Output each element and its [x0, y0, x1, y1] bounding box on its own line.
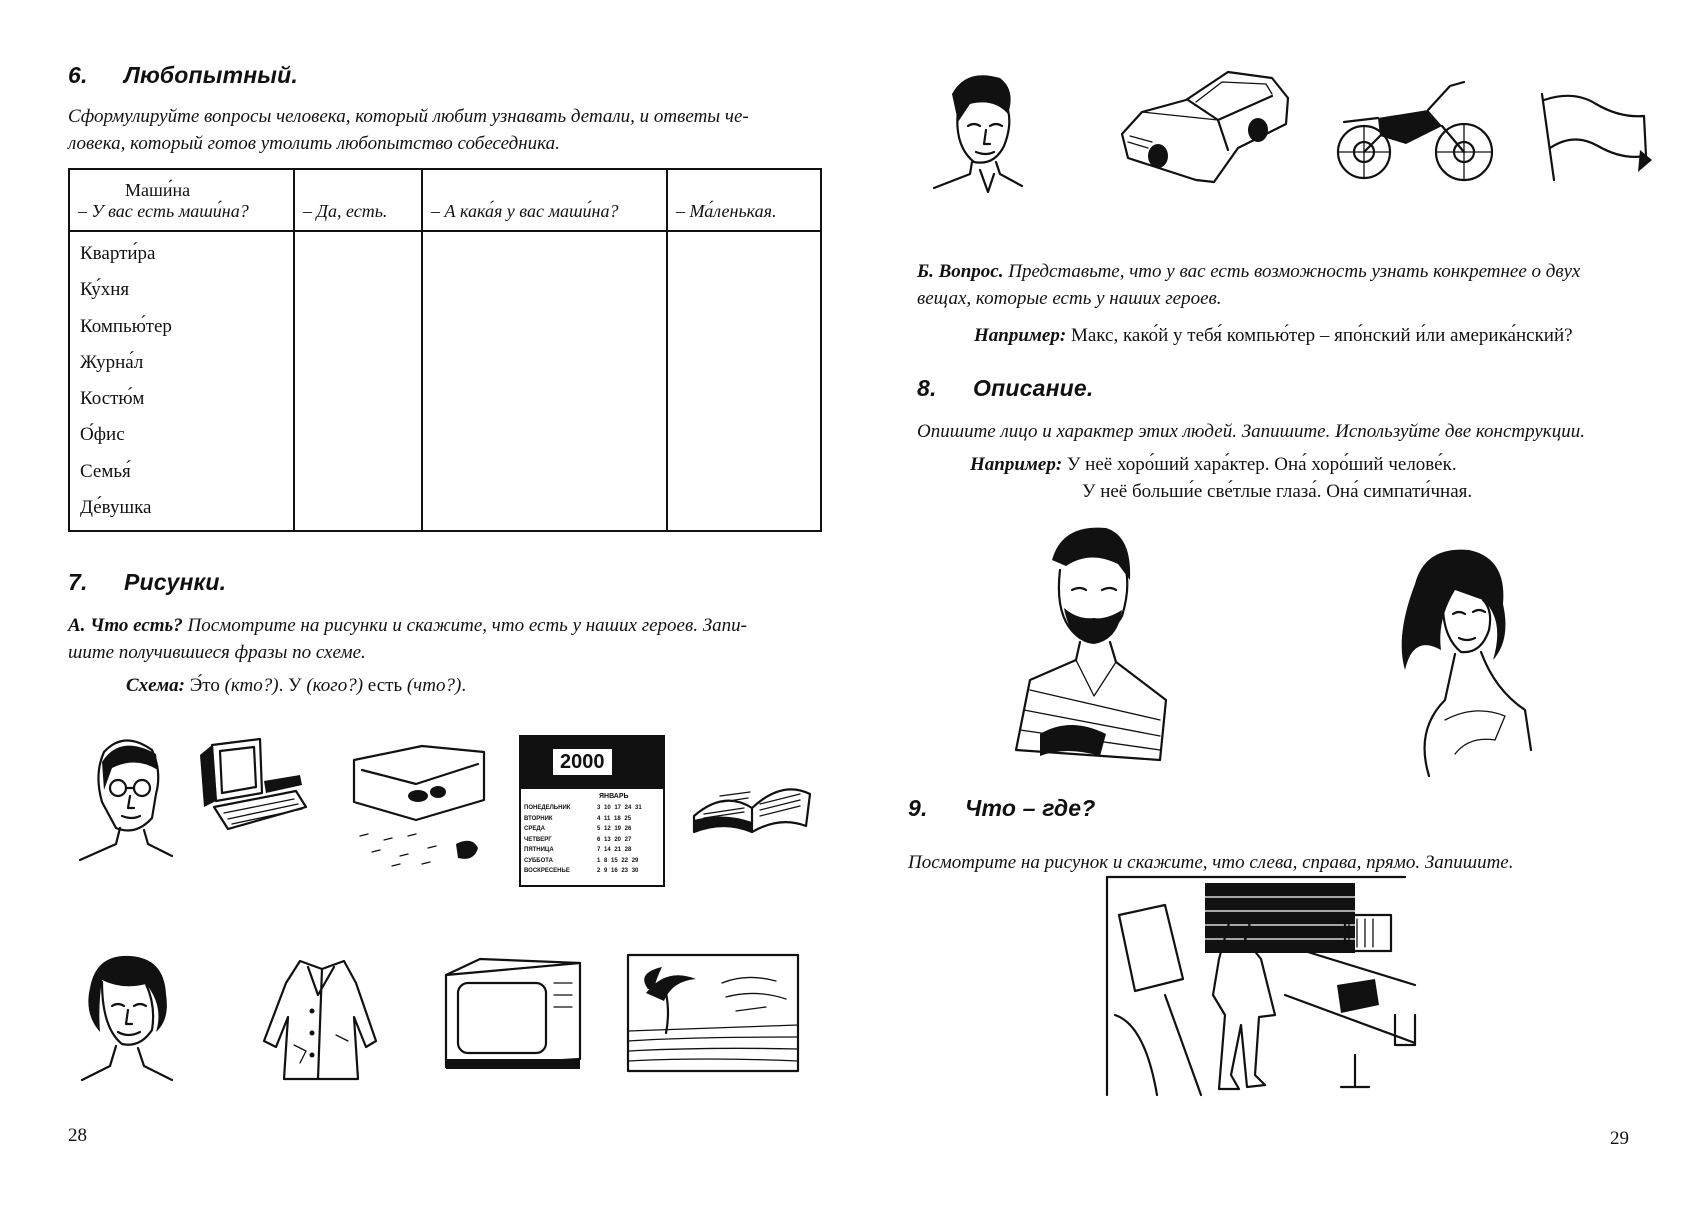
page-number-left: 28	[68, 1125, 87, 1146]
tv-illustration	[440, 955, 585, 1080]
calendar-day: ПЯТНИЦА	[524, 847, 554, 853]
open-magazine-illustration	[690, 760, 815, 835]
exercise-8-example-line1: У неё хоро́ший хара́ктер. Она́ хоро́ший челове́к.	[1062, 454, 1457, 475]
scheme-text-1: Э́то	[189, 675, 225, 696]
calendar-month: ЯНВАРЬ	[599, 793, 629, 800]
office-scene-illustration	[1105, 875, 1420, 1105]
calendar-day: ПОНЕДЕЛЬНИК	[524, 805, 571, 811]
flag-illustration	[1534, 90, 1654, 185]
exercise-6-heading	[68, 62, 298, 89]
calendar-number-row: 6 13 20 27	[597, 836, 632, 843]
beach-picture-illustration	[626, 953, 801, 1078]
calendar-number-row: 2 9 16 23 30	[597, 868, 639, 874]
exercise-9-heading	[908, 795, 1096, 822]
table-header-col2: – Да, есть.	[294, 169, 422, 231]
calendar-number-row: 3 10 17 24 31	[597, 805, 642, 811]
part-b-line2: вещах, которые есть у наших героев.	[917, 288, 1222, 309]
part-b-example-label: Например:	[974, 325, 1067, 346]
car-illustration	[1118, 70, 1293, 190]
exercise-8-instruction: Опишите лицо и характер этих людей. Запишите. Используйте две конструкции.	[917, 421, 1585, 442]
table-row-label: Компью́тер	[80, 315, 172, 337]
calendar-year: 2000	[553, 749, 612, 775]
woman-long-hair-illustration	[1385, 540, 1535, 780]
calendar-days	[524, 803, 570, 877]
scheme-who: (кто?)	[224, 675, 279, 696]
part-b-line1: Представьте, что у вас есть возможность узнать конкретнее о двух	[1003, 261, 1581, 282]
table-header-row	[69, 169, 821, 231]
table-row-label: Ку́хня	[80, 279, 130, 301]
exercise-8-title: Описание.	[973, 375, 1094, 401]
table-row-label: Кварти́ра	[80, 243, 156, 264]
young-man-illustration	[930, 70, 1025, 195]
table-answer-cell-col3[interactable]	[422, 231, 667, 531]
exercise-9-number: 9.	[908, 795, 928, 821]
part-a-line2: шите получившиеся фразы по схеме.	[68, 642, 366, 663]
table-header-col1-title: Маши́на	[125, 180, 191, 200]
table-header-col3: – А кака́я у вас маши́на?	[422, 169, 667, 231]
exercise-7-title: Рисунки.	[124, 569, 227, 595]
calendar-number-row: 5 12 19 26	[597, 826, 632, 832]
questions-table	[68, 168, 822, 532]
table-answer-cell-col2[interactable]	[294, 231, 422, 531]
calendar-illustration	[519, 735, 665, 887]
woman-curly-hair-illustration	[76, 950, 176, 1085]
exercise-8-number: 8.	[917, 375, 937, 401]
table-answer-cell-col4[interactable]	[667, 231, 821, 531]
scheme-text-2: . У	[278, 675, 307, 696]
exercise-8-example-line2: У неё больши́е све́тлые глаза́. Она́ симпати́чная.	[1082, 481, 1473, 502]
part-b-label: Б. Вопрос.	[917, 261, 1004, 282]
table-row-label: О́фис	[80, 424, 125, 446]
coat-illustration	[260, 955, 380, 1085]
table-row-label: Семья́	[80, 460, 131, 482]
part-b-example	[974, 322, 1573, 349]
table-header-col1-question: – У вас есть маши́на?	[78, 201, 249, 221]
calendar-numbers	[597, 803, 642, 877]
scheme-label: Схема:	[126, 675, 185, 696]
exercise-6-instruction	[68, 103, 818, 157]
scheme-line	[126, 672, 466, 699]
calendar-day: ЧЕТВЕРГ	[524, 836, 552, 843]
exercise-7-part-a	[68, 612, 828, 666]
part-a-line1: Посмотрите на рисунки и скажите, что есть у наших героев. Запи-	[182, 615, 747, 636]
scheme-text-3: есть	[363, 675, 407, 696]
table-row-label: Де́вушка	[80, 497, 152, 519]
scheme-text-4: .	[461, 675, 467, 696]
man-with-glasses-illustration	[76, 732, 171, 862]
scheme-what: (что?)	[406, 675, 462, 696]
calendar-number-row: 1 8 15 22 29	[597, 857, 639, 864]
exercise-8-example	[970, 451, 1472, 505]
exercise-6-instruction-line2: ловека, который готов утолить любопытство собеседника.	[68, 133, 560, 154]
bearded-man-illustration	[1010, 520, 1175, 780]
exercise-7-heading	[68, 569, 226, 596]
calendar-day: СРЕДА	[524, 826, 545, 832]
calendar-day: СУББОТА	[524, 857, 553, 864]
exercise-6-number: 6.	[68, 62, 88, 88]
table-body-row	[69, 231, 821, 531]
part-b-example-text: Макс, како́й у тебя́ компью́тер – япо́нский и́ли америка́нский?	[1066, 325, 1573, 346]
exercise-7-number: 7.	[68, 569, 88, 595]
calendar-day: ВТОРНИК	[524, 815, 553, 822]
computer-illustration	[198, 737, 308, 832]
exercise-9-title: Что – где?	[965, 795, 1096, 821]
table-row-label: Костю́м	[80, 388, 145, 410]
table-header-col4: – Ма́ленькая.	[667, 169, 821, 231]
calendar-number-row: 7 14 21 28	[597, 847, 632, 853]
table-row-label: Журна́л	[80, 351, 144, 373]
page-number-right: 29	[1610, 1128, 1629, 1149]
table-header-col1	[69, 169, 294, 231]
exercise-8-heading	[917, 375, 1094, 402]
scheme-whom: (кого?)	[306, 675, 364, 696]
exercise-8-example-label: Например:	[970, 454, 1063, 475]
exercise-9-instruction: Посмотрите на рисунок и скажите, что слева, справа, прямо. Запишите.	[908, 852, 1514, 873]
table-row-labels	[69, 231, 294, 531]
calendar-number-row: 4 11 18 25	[597, 815, 632, 822]
exercise-6-title: Любопытный.	[124, 62, 298, 88]
part-b	[917, 258, 1667, 312]
part-a-label: А. Что есть?	[68, 615, 183, 636]
motorcycle-illustration	[1330, 78, 1500, 188]
exercise-6-instruction-line1: Сформулируйте вопросы человека, который любит узнавать детали, и ответы че-	[68, 106, 749, 127]
calendar-day: ВОСКРЕСЕНЬЕ	[524, 868, 570, 874]
room-with-sofa-illustration	[352, 740, 492, 875]
